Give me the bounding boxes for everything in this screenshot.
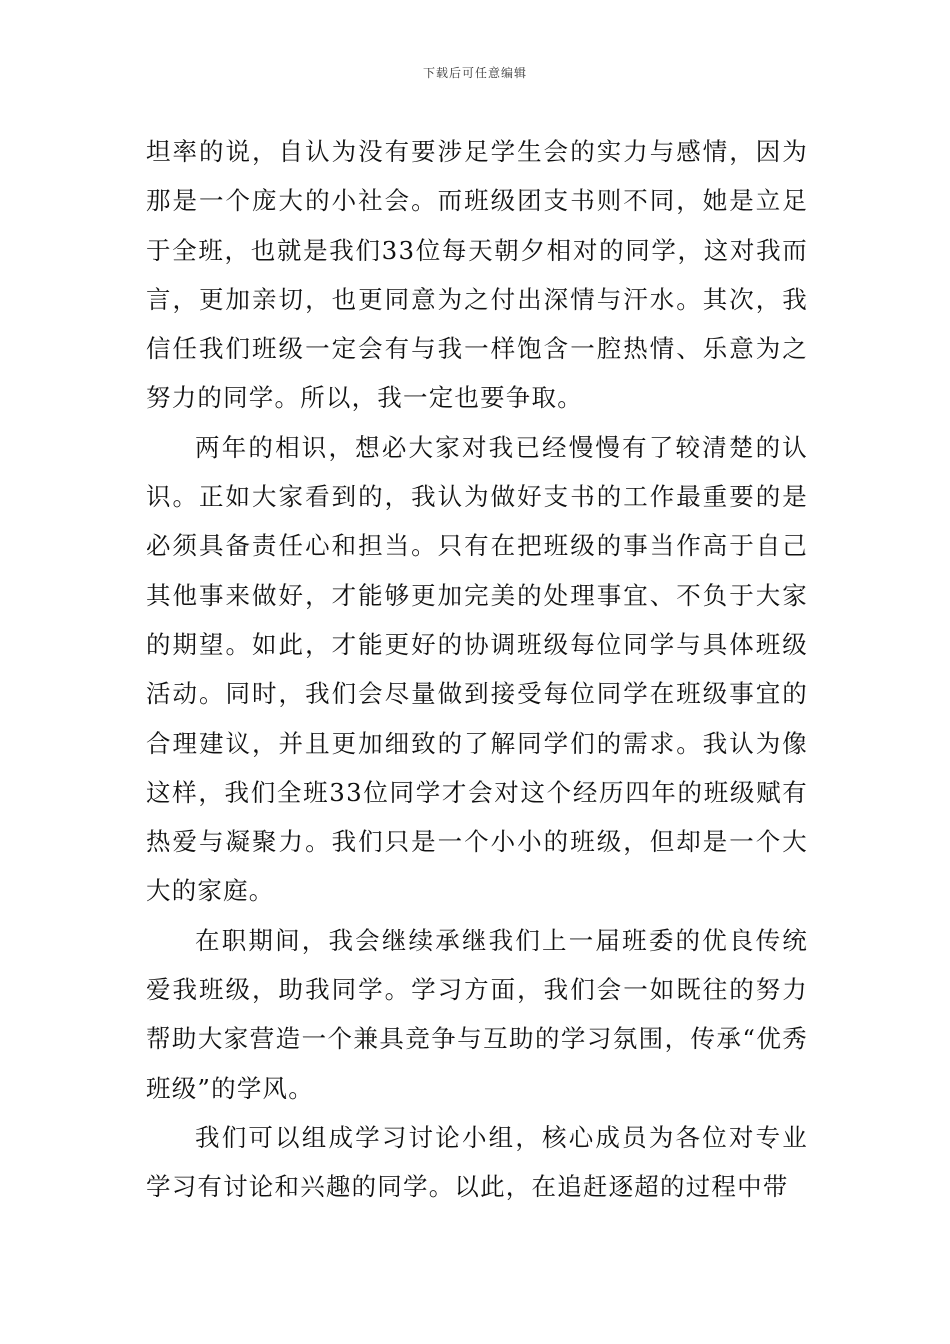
paragraph-3: 在职期间，我会继续承继我们上一届班委的优良传统爱我班级，助我同学。学习方面，我们会一如既往的努力帮助大家营造一个兼具竞争与互助的学习氛围，传承“优秀班级”的学风。 — [146, 925, 808, 1103]
page-header: 下载后可任意编辑 — [422, 66, 527, 80]
document-body — [146, 127, 808, 1212]
paragraph-2: 两年的相识，想必大家对我已经慢慢有了较清楚的认识。正如大家看到的，我认为做好支书的工作最重要的是必须具备责任心和担当。只有在把班级的事当作高于自己其他事来做好，才能够更加完美的处理事宜、不负于大家的期望。如此，才能更好的协调班级每位同学与具体班级活动。同时，我们会尽量做到接受每位同学在班级事宜的合理建议，并且更加细致的了解同学们的需求。我认为像这样，我们全班33位同学才会对这个经历四年的班级赋有热爱与凝聚力。我们只是一个小小的班级，但却是一个大大的家庭。 — [146, 432, 808, 906]
paragraph-4: 我们可以组成学习讨论小组，核心成员为各位对专业学习有讨论和兴趣的同学。以此，在追赶逐超的过程中带 — [146, 1122, 808, 1202]
paragraph-1: 坦率的说，自认为没有要涉足学生会的实力与感情，因为那是一个庞大的小社会。而班级团支书则不同，她是立足于全班，也就是我们33位每天朝夕相对的同学，这对我而言，更加亲切，也更同意为之付出深情与汗水。其次，我信任我们班级一定会有与我一样饱含一腔热情、乐意为之努力的同学。所以，我一定也要争取。 — [146, 137, 808, 413]
